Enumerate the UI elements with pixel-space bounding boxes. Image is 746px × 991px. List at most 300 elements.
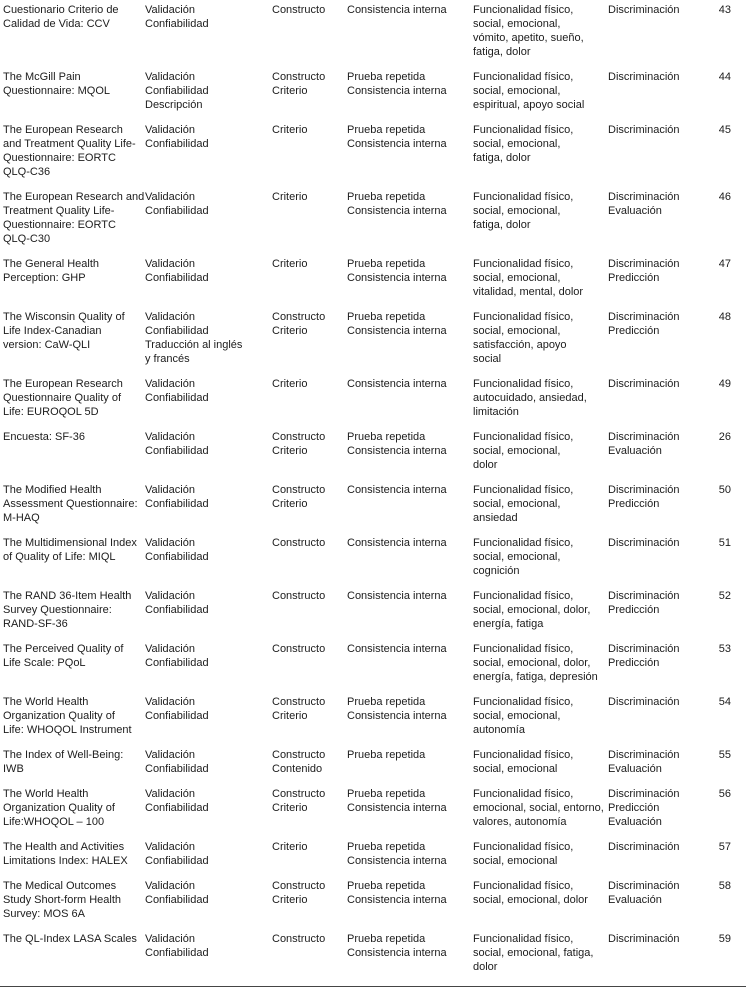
reference-number-cell xyxy=(710,190,746,204)
cell-text-line: Discriminación xyxy=(608,788,680,800)
cell-text-line: Predicción xyxy=(608,498,660,510)
reference-number-cell xyxy=(710,840,746,854)
cell-text-line: Funcionalidad físico, xyxy=(473,258,574,270)
cell-text-line: Prueba repetida xyxy=(347,788,426,800)
cell-text-line: The Medical Outcomes xyxy=(3,880,117,892)
table-row xyxy=(0,536,746,589)
cell-text-line: Confiabilidad xyxy=(145,855,209,867)
cell-text-line: Traducción al inglés xyxy=(145,339,243,351)
dimensions-cell xyxy=(473,70,608,112)
cell-text-line: 45 xyxy=(718,124,731,136)
cell-text-line: autonomía xyxy=(473,724,525,736)
validation-cell xyxy=(145,879,272,907)
cell-text-line: Limitations Index: HALEX xyxy=(3,855,128,867)
cell-text-line: energía, fatiga xyxy=(473,618,544,630)
dimensions-cell xyxy=(473,932,608,974)
instrument-name-cell xyxy=(0,840,145,868)
validation-cell xyxy=(145,932,272,960)
cell-text-line: The Wisconsin Quality of xyxy=(3,311,125,323)
cell-text-line: Discriminación xyxy=(608,311,680,323)
cell-text-line: social, emocional, dolor xyxy=(473,894,588,906)
cell-text-line: 49 xyxy=(718,378,731,390)
cell-text-line: Consistencia interna xyxy=(347,643,447,655)
cell-text-line: The European Research xyxy=(3,124,123,136)
cell-text-line: Predicción xyxy=(608,657,660,669)
cell-text-line: Confiabilidad xyxy=(145,138,209,150)
cell-text-line: social, emocional, xyxy=(473,498,561,510)
utility-cell xyxy=(608,377,710,391)
cell-text-line: Discriminación xyxy=(608,431,680,443)
validity-type-cell xyxy=(272,430,347,458)
cell-text-line: Confiabilidad xyxy=(145,325,209,337)
validation-cell xyxy=(145,787,272,815)
cell-text-line: Confiabilidad xyxy=(145,18,209,30)
cell-text-line: 43 xyxy=(718,4,731,16)
reliability-cell xyxy=(347,190,473,218)
cell-text-line: Predicción xyxy=(608,272,660,284)
dimensions-cell xyxy=(473,3,608,59)
cell-text-line: Funcionalidad físico, xyxy=(473,841,574,853)
reference-number-cell xyxy=(710,123,746,137)
utility-cell xyxy=(608,787,710,829)
cell-text-line: Criterio xyxy=(272,258,308,270)
cell-text-line: Questionnaire: EORTC xyxy=(3,152,116,164)
cell-text-line: Confiabilidad xyxy=(145,802,209,814)
cell-text-line: 53 xyxy=(718,643,731,655)
validation-cell xyxy=(145,642,272,670)
cell-text-line: Validación xyxy=(145,788,195,800)
cell-text-line: Discriminación xyxy=(608,4,680,16)
dimensions-cell xyxy=(473,589,608,631)
cell-text-line: Life: WHOQOL Instrument xyxy=(3,724,132,736)
cell-text-line: social, emocional, xyxy=(473,710,561,722)
cell-text-line: 59 xyxy=(718,933,731,945)
cell-text-line: Prueba repetida xyxy=(347,191,426,203)
reference-number-cell xyxy=(710,310,746,324)
cell-text-line: Evaluación xyxy=(608,763,662,775)
cell-text-line: valores, autonomía xyxy=(473,816,567,828)
cell-text-line: Validación xyxy=(145,590,195,602)
validity-type-cell xyxy=(272,840,347,854)
table-row xyxy=(0,787,746,840)
utility-cell xyxy=(608,932,710,946)
instrument-name-cell xyxy=(0,190,145,246)
cell-text-line: The World Health xyxy=(3,696,89,708)
reliability-cell xyxy=(347,695,473,723)
cell-text-line: The Perceived Quality of xyxy=(3,643,124,655)
cell-text-line: Criterio xyxy=(272,325,308,337)
validation-cell xyxy=(145,377,272,405)
cell-text-line: Confiabilidad xyxy=(145,205,209,217)
cell-text-line: Life Index-Canadian xyxy=(3,325,102,337)
cell-text-line: M-HAQ xyxy=(3,512,40,524)
validity-type-cell xyxy=(272,536,347,550)
cell-text-line: The Index of Well-Being: xyxy=(3,749,124,761)
cell-text-line: Cuestionario Criterio de xyxy=(3,4,119,16)
table-row xyxy=(0,377,746,430)
table-row xyxy=(0,70,746,123)
validity-type-cell xyxy=(272,642,347,656)
cell-text-line: 54 xyxy=(718,696,731,708)
validation-cell xyxy=(145,190,272,218)
cell-text-line: The General Health xyxy=(3,258,99,270)
utility-cell xyxy=(608,748,710,776)
cell-text-line: 52 xyxy=(718,590,731,602)
cell-text-line: Funcionalidad físico, xyxy=(473,933,574,945)
dimensions-cell xyxy=(473,695,608,737)
validation-cell xyxy=(145,430,272,458)
validation-cell xyxy=(145,589,272,617)
dimensions-cell xyxy=(473,787,608,829)
reliability-cell xyxy=(347,310,473,338)
table-row xyxy=(0,123,746,190)
cell-text-line: Discriminación xyxy=(608,258,680,270)
validation-cell xyxy=(145,310,272,366)
instrument-name-cell xyxy=(0,123,145,179)
cell-text-line: Questionnaire: EORTC xyxy=(3,219,116,231)
cell-text-line: 48 xyxy=(718,311,731,323)
cell-text-line: Consistencia interna xyxy=(347,710,447,722)
instrument-name-cell xyxy=(0,932,145,946)
cell-text-line: Life: EUROQOL 5D xyxy=(3,406,99,418)
instrument-name-cell xyxy=(0,748,145,776)
cell-text-line: The McGill Pain xyxy=(3,71,81,83)
dimensions-cell xyxy=(473,536,608,578)
cell-text-line: Life:WHOQOL – 100 xyxy=(3,816,105,828)
table-row xyxy=(0,310,746,377)
reliability-cell xyxy=(347,879,473,907)
cell-text-line: The European Research xyxy=(3,378,123,390)
cell-text-line: dolor xyxy=(473,961,498,973)
reference-number-cell xyxy=(710,483,746,497)
reference-number-cell xyxy=(710,787,746,801)
reliability-cell xyxy=(347,257,473,285)
cell-text-line: Validación xyxy=(145,880,195,892)
cell-text-line: social xyxy=(473,353,502,365)
reference-number-cell xyxy=(710,748,746,762)
reference-number-cell xyxy=(710,70,746,84)
cell-text-line: Criterio xyxy=(272,802,308,814)
dimensions-cell xyxy=(473,430,608,472)
cell-text-line: Confiabilidad xyxy=(145,894,209,906)
dimensions-cell xyxy=(473,123,608,165)
cell-text-line: fatiga, dolor xyxy=(473,152,531,164)
cell-text-line: Criterio xyxy=(272,710,308,722)
cell-text-line: Prueba repetida xyxy=(347,71,426,83)
cell-text-line: The Health and Activities xyxy=(3,841,125,853)
utility-cell xyxy=(608,879,710,907)
cell-text-line: Evaluación xyxy=(608,205,662,217)
cell-text-line: Consistencia interna xyxy=(347,484,447,496)
cell-text-line: Questionnaire: MQOL xyxy=(3,85,110,97)
utility-cell xyxy=(608,257,710,285)
cell-text-line: Consistencia interna xyxy=(347,4,447,16)
cell-text-line: Consistencia interna xyxy=(347,590,447,602)
reliability-cell xyxy=(347,748,473,762)
reliability-cell xyxy=(347,787,473,815)
cell-text-line: Constructo xyxy=(272,71,326,83)
cell-text-line: Prueba repetida xyxy=(347,749,426,761)
utility-cell xyxy=(608,123,710,137)
reliability-cell xyxy=(347,840,473,868)
cell-text-line: Consistencia interna xyxy=(347,445,447,457)
cell-text-line: Constructo xyxy=(272,749,326,761)
cell-text-line: Discriminación xyxy=(608,880,680,892)
validation-cell xyxy=(145,70,272,112)
table-row xyxy=(0,257,746,310)
instrument-name-cell xyxy=(0,377,145,419)
instruments-validation-table xyxy=(0,3,746,985)
cell-text-line: Validación xyxy=(145,311,195,323)
cell-text-line: Discriminación xyxy=(608,71,680,83)
dimensions-cell xyxy=(473,642,608,684)
reference-number-cell xyxy=(710,932,746,946)
cell-text-line: 26 xyxy=(718,431,731,443)
cell-text-line: Discriminación xyxy=(608,484,680,496)
cell-text-line: Validación xyxy=(145,537,195,549)
cell-text-line: Consistencia interna xyxy=(347,802,447,814)
reference-number-cell xyxy=(710,879,746,893)
validation-cell xyxy=(145,483,272,511)
cell-text-line: social, emocional, xyxy=(473,85,561,97)
cell-text-line: autocuidado, ansiedad, xyxy=(473,392,587,404)
dimensions-cell xyxy=(473,310,608,366)
cell-text-line: Confiabilidad xyxy=(145,710,209,722)
cell-text-line: Funcionalidad físico, xyxy=(473,880,574,892)
cell-text-line: Discriminación xyxy=(608,590,680,602)
cell-text-line: Constructo xyxy=(272,431,326,443)
cell-text-line: vómito, apetito, sueño, xyxy=(473,32,584,44)
cell-text-line: Confiabilidad xyxy=(145,551,209,563)
cell-text-line: Validación xyxy=(145,191,195,203)
cell-text-line: Confiabilidad xyxy=(145,763,209,775)
cell-text-line: Funcionalidad físico, xyxy=(473,537,574,549)
cell-text-line: social, emocional, xyxy=(473,551,561,563)
cell-text-line: Discriminación xyxy=(608,124,680,136)
cell-text-line: Organization Quality of xyxy=(3,802,115,814)
table-row xyxy=(0,642,746,695)
validation-cell xyxy=(145,840,272,868)
cell-text-line: Criterio xyxy=(272,841,308,853)
cell-text-line: 56 xyxy=(718,788,731,800)
cell-text-line: Constructo xyxy=(272,537,326,549)
cell-text-line: 58 xyxy=(718,880,731,892)
table-bottom-border xyxy=(0,986,746,987)
cell-text-line: version: CaW-QLI xyxy=(3,339,91,351)
dimensions-cell xyxy=(473,190,608,232)
cell-text-line: Criterio xyxy=(272,378,308,390)
reliability-cell xyxy=(347,70,473,98)
validity-type-cell xyxy=(272,695,347,723)
cell-text-line: Prueba repetida xyxy=(347,841,426,853)
utility-cell xyxy=(608,190,710,218)
cell-text-line: Criterio xyxy=(272,191,308,203)
cell-text-line: Consistencia interna xyxy=(347,205,447,217)
cell-text-line: IWB xyxy=(3,763,24,775)
cell-text-line: Constructo xyxy=(272,4,326,16)
instrument-name-cell xyxy=(0,483,145,525)
cell-text-line: The European Research and xyxy=(3,191,145,203)
cell-text-line: Predicción xyxy=(608,604,660,616)
table-row xyxy=(0,430,746,483)
cell-text-line: Confiabilidad xyxy=(145,392,209,404)
cell-text-line: Validación xyxy=(145,258,195,270)
cell-text-line: Discriminación xyxy=(608,378,680,390)
cell-text-line: 46 xyxy=(718,191,731,203)
cell-text-line: Funcionalidad físico, xyxy=(473,191,574,203)
cell-text-line: Criterio xyxy=(272,498,308,510)
cell-text-line: energía, fatiga, depresión xyxy=(473,671,598,683)
cell-text-line: Funcionalidad físico, xyxy=(473,696,574,708)
instrument-name-cell xyxy=(0,310,145,352)
cell-text-line: Validación xyxy=(145,749,195,761)
cell-text-line: social, emocional, xyxy=(473,205,561,217)
validity-type-cell xyxy=(272,310,347,338)
cell-text-line: Validación xyxy=(145,643,195,655)
cell-text-line: QLQ-C36 xyxy=(3,166,51,178)
cell-text-line: Constructo xyxy=(272,311,326,323)
cell-text-line: Predicción xyxy=(608,802,660,814)
cell-text-line: fatiga, dolor xyxy=(473,46,531,58)
validity-type-cell xyxy=(272,257,347,271)
cell-text-line: 55 xyxy=(718,749,731,761)
cell-text-line: social, emocional, xyxy=(473,325,561,337)
cell-text-line: Confiabilidad xyxy=(145,272,209,284)
cell-text-line: The World Health xyxy=(3,788,89,800)
instrument-name-cell xyxy=(0,70,145,98)
cell-text-line: Constructo xyxy=(272,590,326,602)
cell-text-line: Confiabilidad xyxy=(145,445,209,457)
reference-number-cell xyxy=(710,536,746,550)
reference-number-cell xyxy=(710,642,746,656)
cell-text-line: Discriminación xyxy=(608,696,680,708)
reference-number-cell xyxy=(710,589,746,603)
reliability-cell xyxy=(347,932,473,960)
cell-text-line: Criterio xyxy=(272,445,308,457)
cell-text-line: cognición xyxy=(473,565,520,577)
utility-cell xyxy=(608,840,710,854)
cell-text-line: Constructo xyxy=(272,643,326,655)
cell-text-line: The Modified Health xyxy=(3,484,102,496)
table-row xyxy=(0,3,746,70)
utility-cell xyxy=(608,310,710,338)
cell-text-line: Prueba repetida xyxy=(347,696,426,708)
cell-text-line: Encuesta: SF-36 xyxy=(3,431,85,443)
cell-text-line: Consistencia interna xyxy=(347,325,447,337)
cell-text-line: social, emocional xyxy=(473,855,558,867)
utility-cell xyxy=(608,536,710,550)
cell-text-line: Discriminación xyxy=(608,841,680,853)
cell-text-line: y francés xyxy=(145,353,190,365)
utility-cell xyxy=(608,483,710,511)
cell-text-line: 57 xyxy=(718,841,731,853)
cell-text-line: Funcionalidad físico, xyxy=(473,378,574,390)
cell-text-line: Validación xyxy=(145,4,195,16)
cell-text-line: Discriminación xyxy=(608,537,680,549)
cell-text-line: Constructo xyxy=(272,484,326,496)
cell-text-line: QLQ-C30 xyxy=(3,233,51,245)
table-row xyxy=(0,879,746,932)
cell-text-line: Life Scale: PQoL xyxy=(3,657,86,669)
reference-number-cell xyxy=(710,695,746,709)
cell-text-line: Validación xyxy=(145,696,195,708)
cell-text-line: Criterio xyxy=(272,85,308,97)
cell-text-line: dolor xyxy=(473,459,498,471)
cell-text-line: Validación xyxy=(145,484,195,496)
cell-text-line: Funcionalidad físico, xyxy=(473,4,574,16)
cell-text-line: Criterio xyxy=(272,894,308,906)
validation-cell xyxy=(145,695,272,723)
validation-cell xyxy=(145,748,272,776)
cell-text-line: Validación xyxy=(145,378,195,390)
cell-text-line: 44 xyxy=(718,71,731,83)
cell-text-line: Constructo xyxy=(272,933,326,945)
instrument-name-cell xyxy=(0,257,145,285)
instrument-name-cell xyxy=(0,589,145,631)
cell-text-line: Discriminación xyxy=(608,643,680,655)
cell-text-line: Consistencia interna xyxy=(347,85,447,97)
table-row xyxy=(0,840,746,879)
cell-text-line: satisfacción, apoyo xyxy=(473,339,567,351)
instrument-name-cell xyxy=(0,879,145,921)
cell-text-line: Funcionalidad físico, xyxy=(473,484,574,496)
cell-text-line: RAND-SF-36 xyxy=(3,618,68,630)
reliability-cell xyxy=(347,430,473,458)
cell-text-line: Consistencia interna xyxy=(347,894,447,906)
dimensions-cell xyxy=(473,483,608,525)
cell-text-line: 47 xyxy=(718,258,731,270)
cell-text-line: Funcionalidad físico, xyxy=(473,590,574,602)
cell-text-line: fatiga, dolor xyxy=(473,219,531,231)
instrument-name-cell xyxy=(0,536,145,564)
utility-cell xyxy=(608,70,710,84)
cell-text-line: Confiabilidad xyxy=(145,85,209,97)
dimensions-cell xyxy=(473,840,608,868)
validity-type-cell xyxy=(272,377,347,391)
cell-text-line: and Treatment Quality Life- xyxy=(3,138,136,150)
cell-text-line: social, emocional, dolor, xyxy=(473,657,591,669)
instrument-name-cell xyxy=(0,3,145,31)
cell-text-line: Prueba repetida xyxy=(347,880,426,892)
cell-text-line: Discriminación xyxy=(608,749,680,761)
reference-number-cell xyxy=(710,430,746,444)
cell-text-line: Study Short-form Health xyxy=(3,894,121,906)
cell-text-line: Evaluación xyxy=(608,445,662,457)
cell-text-line: Funcionalidad físico, xyxy=(473,643,574,655)
cell-text-line: vitalidad, mental, dolor xyxy=(473,286,584,298)
cell-text-line: Constructo xyxy=(272,880,326,892)
reference-number-cell xyxy=(710,257,746,271)
cell-text-line: Consistencia interna xyxy=(347,855,447,867)
cell-text-line: Prueba repetida xyxy=(347,258,426,270)
cell-text-line: Prueba repetida xyxy=(347,124,426,136)
cell-text-line: 51 xyxy=(718,537,731,549)
validity-type-cell xyxy=(272,589,347,603)
table-row xyxy=(0,695,746,748)
cell-text-line: Validación xyxy=(145,124,195,136)
cell-text-line: Discriminación xyxy=(608,191,680,203)
cell-text-line: limitación xyxy=(473,406,519,418)
cell-text-line: Survey: MOS 6A xyxy=(3,908,85,920)
utility-cell xyxy=(608,695,710,709)
validation-cell xyxy=(145,536,272,564)
cell-text-line: Funcionalidad físico, xyxy=(473,311,574,323)
validity-type-cell xyxy=(272,748,347,776)
cell-text-line: The Multidimensional Index xyxy=(3,537,137,549)
cell-text-line: Prueba repetida xyxy=(347,933,426,945)
cell-text-line: Consistencia interna xyxy=(347,378,447,390)
cell-text-line: Questionnaire Quality of xyxy=(3,392,122,404)
